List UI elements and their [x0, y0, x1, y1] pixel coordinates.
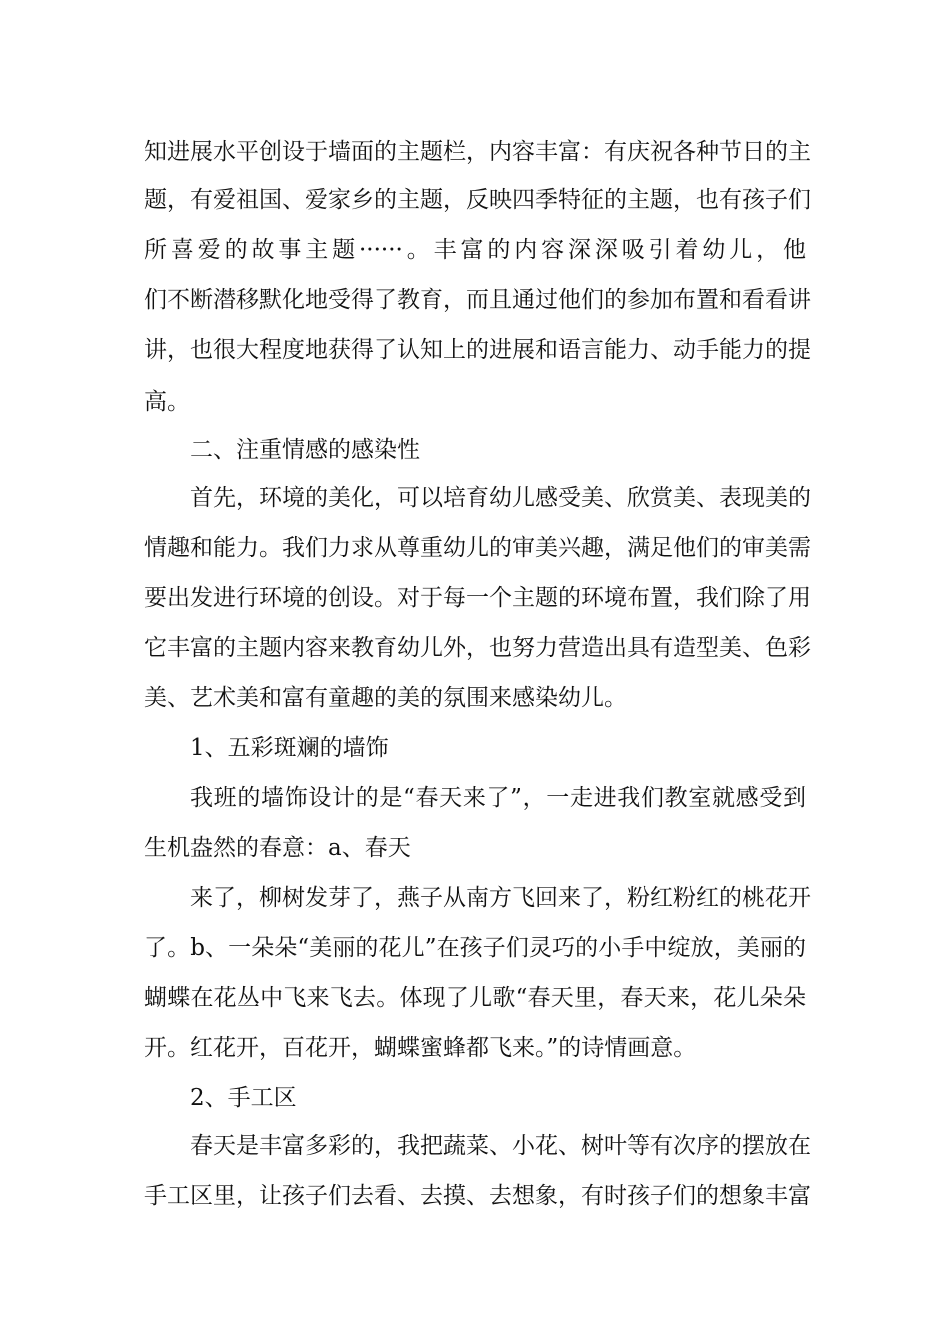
text-line: 生机盎然的春意：a、春天: [144, 835, 411, 861]
text-line: 蝴蝶在花丛中飞来飞去。体现了儿歌“春天里，春天来，花儿朵朵: [144, 985, 806, 1011]
text-line: 春天是丰富多彩的，我把蔬菜、小花、树叶等有次序的摆放在: [190, 1133, 811, 1159]
text-line: 所喜爱的故事主题······。丰富的内容深深吸引着幼儿，他: [144, 237, 806, 263]
text-line: 们不断潜移默化地受得了教育，而且通过他们的参加布置和看看讲: [144, 287, 811, 313]
section-heading: 二、注重情感的感染性: [190, 437, 420, 463]
text-line: 首先，环境的美化，可以培育幼儿感受美、欣赏美、表现美的: [190, 485, 811, 511]
text-line: 美、艺术美和富有童趣的美的氛围来感染幼儿。: [144, 685, 627, 711]
text-line: 题，有爱祖国、爱家乡的主题，反映四季特征的主题，也有孩子们: [144, 187, 811, 213]
text-line: 情趣和能力。我们力求从尊重幼儿的审美兴趣，满足他们的审美需: [144, 535, 811, 561]
text-line: 知进展水平创设于墙面的主题栏，内容丰富：有庆祝各种节日的主: [144, 139, 811, 165]
subsection-heading: 1、五彩斑斓的墙饰: [190, 735, 389, 761]
text-line: 它丰富的主题内容来教育幼儿外，也努力营造出具有造型美、色彩: [144, 635, 811, 661]
text-line: 来了，柳树发芽了，燕子从南方飞回来了，粉红粉红的桃花开: [190, 885, 811, 911]
text-line: 了。b、一朵朵“美丽的花儿”在孩子们灵巧的小手中绽放，美丽的: [144, 935, 806, 961]
text-line: 要出发进行环境的创设。对于每一个主题的环境布置，我们除了用: [144, 585, 811, 611]
text-line: 高。: [144, 389, 190, 415]
text-line: 开。红花开，百花开，蝴蝶蜜蜂都飞来。”的诗情画意。: [144, 1035, 697, 1061]
text-line: 讲，也很大程度地获得了认知上的进展和语言能力、动手能力的提: [144, 337, 811, 363]
text-line: 我班的墙饰设计的是“春天来了”，一走进我们教室就感受到: [190, 785, 806, 811]
text-line: 手工区里，让孩子们去看、去摸、去想象，有时孩子们的想象丰富: [144, 1183, 811, 1209]
subsection-heading: 2、手工区: [190, 1085, 297, 1111]
